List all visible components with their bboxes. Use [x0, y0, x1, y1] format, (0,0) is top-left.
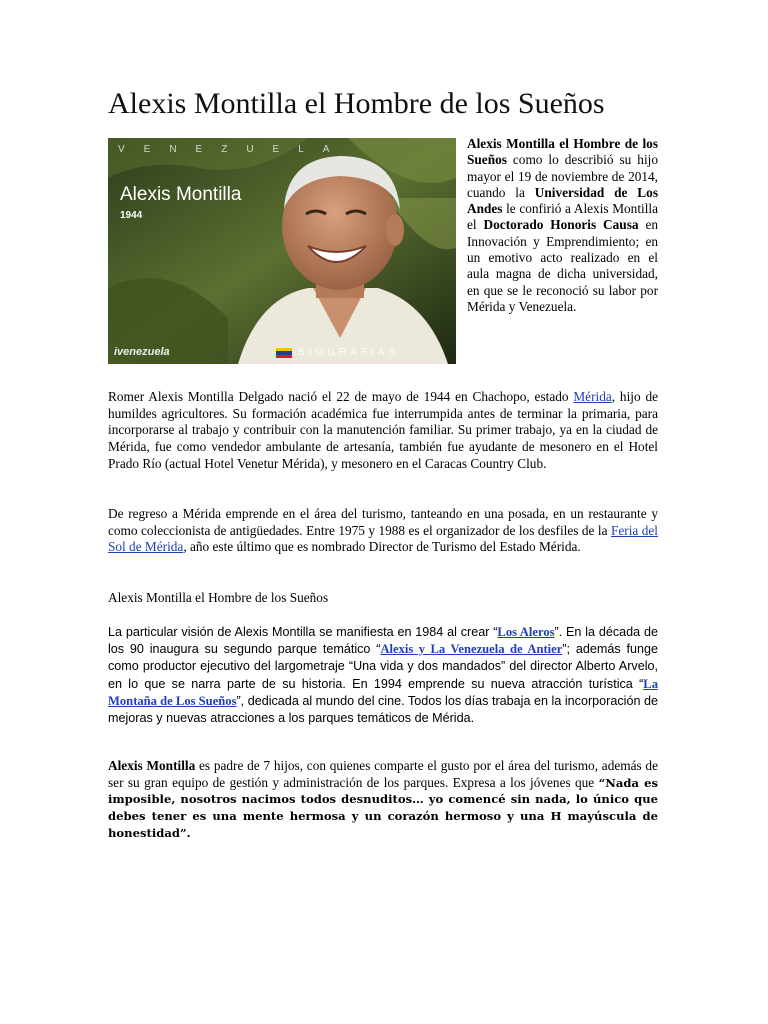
paragraph-tourism: De regreso a Mérida emprende en el área del turismo, tanteando en una posada, en un restaurante y como coleccionista de antigüedades. Entre 1975 y 1988 es el organizador de los desfiles de la Feria del Sol de Mérida, año este último que es nombrado Director de Turismo del Estado Mérida.: [108, 506, 658, 555]
link-alexis-venezuela-antier[interactable]: Alexis y La Venezuela de Antier: [380, 642, 563, 657]
quote-text: “Nada es imposible, nosotros nacimos todos desnuditos… yo comencé sin nada, lo único que debes tener es una mente hermosa y un corazón hermoso y una H mayúscula de honestidad”.: [108, 775, 658, 840]
family-name: Alexis Montilla: [108, 758, 196, 773]
portrait-photo: [108, 138, 456, 364]
photo-name-caption: Alexis Montilla: [120, 184, 242, 205]
photo-source-watermark: ivenezuela: [114, 346, 170, 358]
link-montana-de-los-suenos[interactable]: La Montaña de Los Sueños: [108, 676, 658, 708]
link-feria-del-sol[interactable]: Feria del Sol de Mérida: [108, 522, 658, 555]
photo-series-caption: BIOGRAFÍAS: [298, 347, 400, 358]
paragraph-parks: La particular visión de Alexis Montilla se manifiesta en 1984 al crear “Los Aleros”. En la década de los 90 inaugura su segundo parque temático “Alexis y La Venezuela de Antier”; además funge como productor ejecutivo del largometraje “Una vida y dos mandados” del director Alberto Arvelo, en lo que se narra parte de su historia. En 1994 emprende su nueva atracción turística “La Montaña de Los Sueños”, dedicada al mundo del cine. Todos los días trabaja en la incorporación de mejoras y nuevas atracciones a los parques temáticos de Mérida.: [108, 625, 658, 726]
intro-degree: Doctorado Honoris Causa: [483, 217, 639, 233]
page-title: Alexis Montilla el Hombre de los Sueños: [108, 87, 605, 120]
photo-country-caption: VENEZUELA: [118, 144, 349, 155]
intro-paragraph: Alexis Montilla el Hombre de los Sueños como lo describió su hijo mayor el 19 de noviembre de 2014, cuando la Universidad de Los Andes le confirió a Alexis Montilla el Doctorado Honoris Causa en Innovación y Emprendimiento; en un emotivo acto realizado en el aula magna de dicha universidad, en que se le reconoció su labor por Mérida y Venezuela.: [467, 136, 659, 314]
section-heading: Alexis Montilla el Hombre de los Sueños: [108, 590, 329, 605]
paragraph-family: Alexis Montilla es padre de 7 hijos, con quienes comparte el gusto por el área del turismo, además de ser su gran equipo de gestión y administración de los parques. Expresa a los jóvenes que “Nada es imposible, nosotros nacimos todos desnuditos… yo comencé sin nada, lo único que debes tener es una mente hermosa y un corazón hermoso y una H mayúscula de honestidad”.: [108, 758, 658, 840]
venezuela-flag-icon: [276, 348, 292, 358]
link-merida[interactable]: Mérida: [573, 389, 612, 404]
photo-year-caption: 1944: [120, 210, 143, 221]
intro-university: Universidad de Los Andes: [467, 184, 658, 217]
link-los-aleros[interactable]: Los Aleros: [497, 625, 555, 639]
intro-name: Alexis Montilla el Hombre de los Sueños: [467, 136, 658, 168]
paragraph-biography: Romer Alexis Montilla Delgado nació el 22 de mayo de 1944 en Chachopo, estado Mérida, hijo de humildes agricultores. Su formación académica fue interrumpida antes de terminar la primaria, para incorporarse al trabajo y contribuir con la manutención familiar. Su primer trabajo, ya en la ciudad de Mérida, fue como vendedor ambulante de artesanía, también fue ayudante de mesonero en el Hotel Prado Río (actual Hotel Venetur Mérida), y mesonero en el Caracas Country Club.: [108, 389, 658, 471]
portrait-illustration: [108, 138, 456, 364]
